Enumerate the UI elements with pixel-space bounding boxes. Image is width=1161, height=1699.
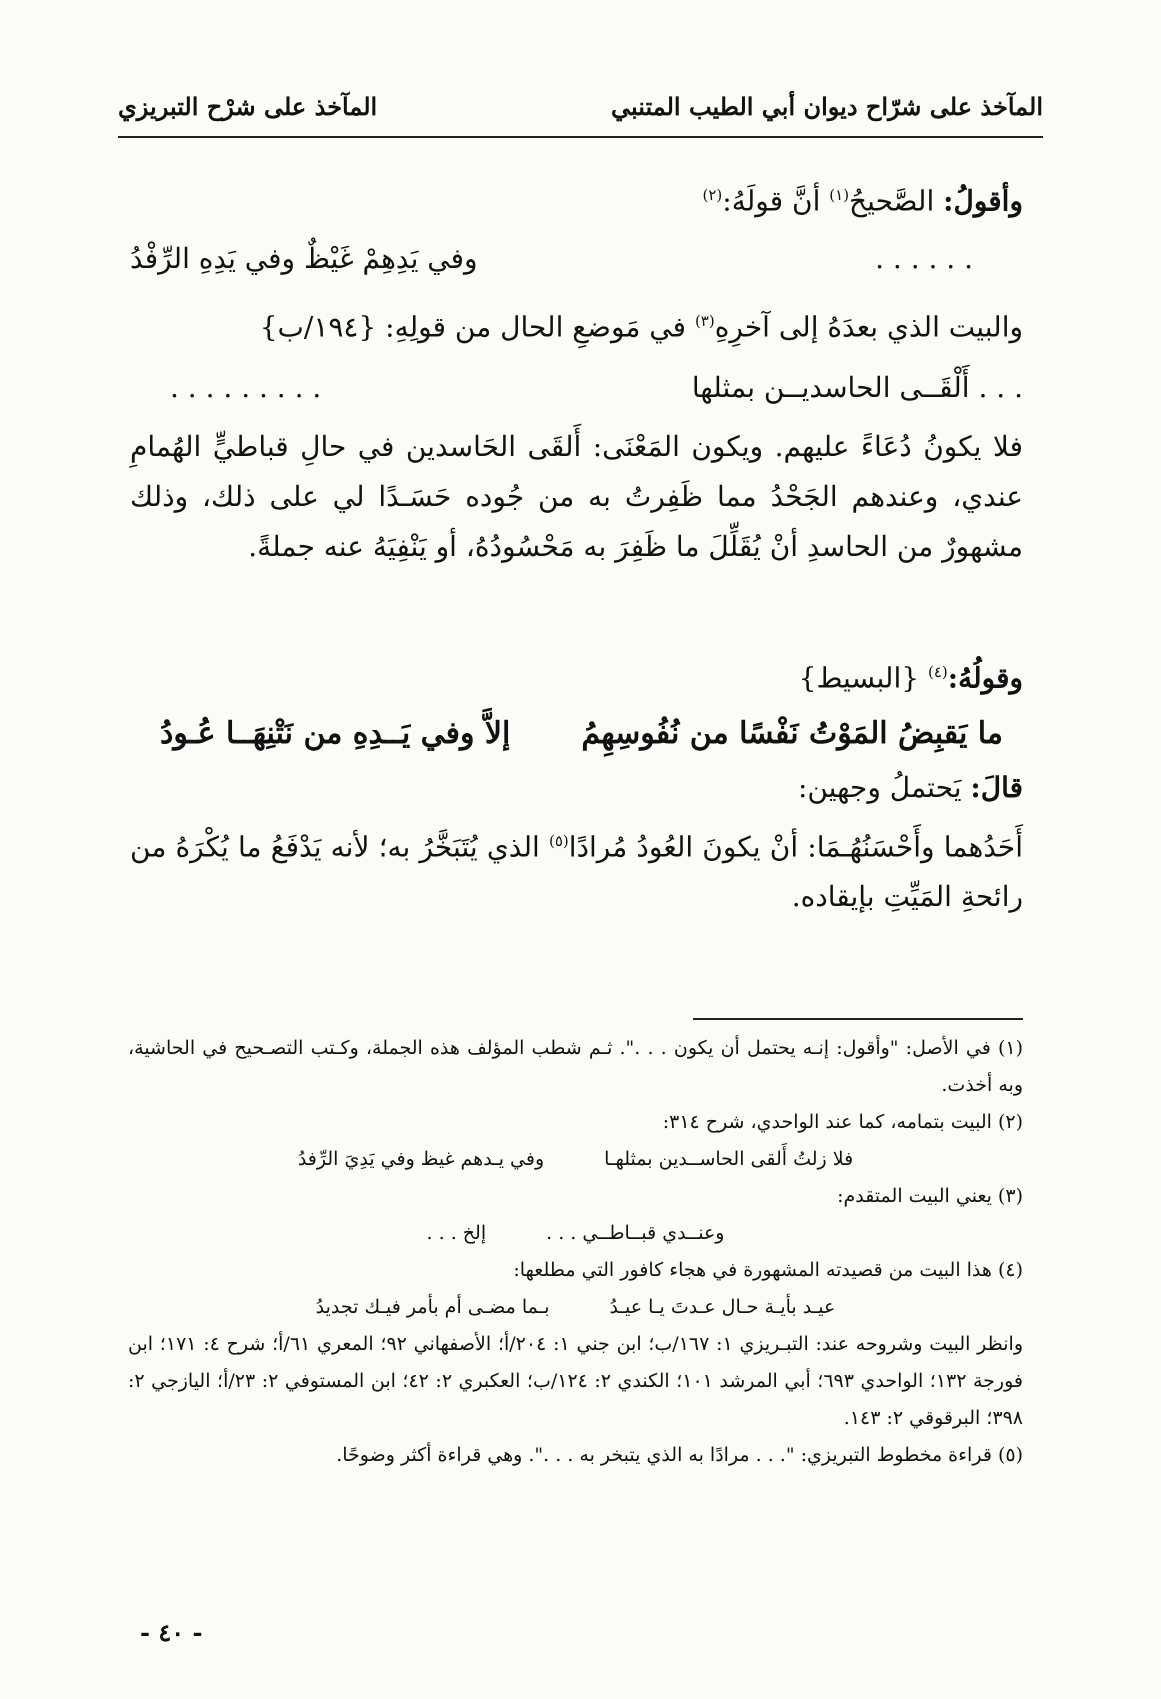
verse-right: عيـد بأيـة حـال عـدتَ يـا عيـدُ	[609, 1296, 836, 1318]
footnote-3-verse	[128, 1215, 1023, 1252]
main-text	[130, 175, 1023, 922]
running-title: المآخذ على شرّاح ديوان أبي الطيب المتنبي	[611, 92, 1043, 121]
text-run: أَحَدُهما وأَحْسَنُهُـمَا: أنْ يكونَ العُودُ مُرادًا	[568, 830, 1024, 864]
lead-word: وقولُهُ:	[947, 660, 1023, 694]
lead-word: قالَ:	[970, 770, 1023, 804]
verse-1	[130, 239, 1023, 279]
verse-2	[130, 368, 1023, 408]
lead-word: وأقولُ:	[943, 184, 1023, 218]
footnote-ref-2[interactable]: (٢)	[702, 186, 723, 204]
footnote-3: (٣) يعني البيت المتقدم:	[837, 1185, 1023, 1207]
verse-left: بـما مضـى أم بأمر فيـك تجديدُ	[315, 1296, 550, 1318]
footnote-1: (١) في الأصل: "وأقول: إنـه يحتمل أن يكون . . .". ثـم شطب المؤلف هذه الجملة، وكـتب التصـحيح في الحاشية، وبه أخذت.	[128, 1037, 1023, 1096]
paragraph-4	[130, 652, 1023, 698]
verse-3-right: ما يَقبِضُ المَوْتُ نَفْسًا من نُفُوسِهِمُ	[581, 715, 1003, 751]
text-run: في مَوضعِ الحال من قولِهِ: {١٩٤/ب}	[259, 310, 687, 344]
verse-3	[130, 714, 1023, 754]
footnote-ref-1[interactable]: (١)	[829, 186, 850, 204]
paragraph-5	[130, 768, 1023, 808]
running-header	[118, 88, 1043, 138]
verse-left: إلخ . . .	[426, 1222, 487, 1244]
footnote-2-verse	[128, 1141, 1023, 1178]
footnote-ref-3[interactable]: (٣)	[694, 312, 715, 331]
meter-label: {البسيط}	[798, 660, 920, 694]
verse-2-left: . . . . . . . . .	[170, 370, 322, 404]
footnote-ref-5[interactable]: (٥)	[548, 831, 569, 850]
paragraph-6	[130, 816, 1023, 922]
footnote-2: (٢) البيت بتمامه، كما عند الواحدي، شرح ٣١٤:	[662, 1111, 1023, 1133]
verse-left: وفي يـدهم غيظ وفي يَدِيَ الرِّفدُ	[297, 1148, 545, 1170]
header-rule	[118, 136, 1043, 138]
footnote-5: (٥) قراءة مخطوط التبريزي: ". . . مرادًا به الذي يتبخر به . . .". وهي قراءة أكثر وضوحًا.	[336, 1444, 1023, 1466]
text-run: والبيت الذي بعدَهُ إلى آخرِهِ	[714, 310, 1023, 344]
footnote-4-verse	[128, 1289, 1023, 1326]
footnote-4: (٤) هذا البيت من قصيدته المشهورة في هجاء كافور التي مطلعها:	[513, 1259, 1023, 1281]
footnote-4-references: وانظر البيت وشروحه عند: التبـريزي ١: ١٦٧/ب؛ ابن جني ١: ٢٠٤/أ؛ الأصفهاني ٩٢؛ المعري ٦١/أ؛ شرح ٤: ١٧١؛ ابن فورجة ١٣٢؛ الواحدي ٦٩٣؛ أبي المرشد ١٠١؛ الكندي ٢: ١٢٤/ب؛ العكبري ٢: ٤٢؛ ابن المستوفي ٢: ٢٣/أ؛ اليازجي ٢: ٣٩٨؛ البرقوقي ٢: ١٤٣.	[128, 1333, 1023, 1429]
paragraph-3: فلا يكونُ دُعَاءً عليهم. ويكون المَعْنَى: أَلقَى الحَاسدين في حالِ قباطيٍّ الهُمامِ عندي، وعندهم الجَحْدُ مما ظَفِرتُ به من جُوده حَسَـدًا لي على ذلك، وذلك مشهورٌ من الحاسدِ أنْ يُقَلِّلَ ما ظَفِرَ به مَحْسُودُهُ، أو يَنْفِيَهُ عنه جملةً.	[130, 429, 1023, 563]
paragraph-1	[130, 175, 1023, 221]
text-run: الذي يُتَبَخَّرُ به؛ لأنه يَدْفَعُ ما يُكْرَهُ من رائحةِ المَيِّتِ بإيقاده.	[130, 830, 1023, 914]
text-run: يَحتملُ وجهين:	[797, 770, 962, 804]
footnotes	[128, 1030, 1023, 1474]
running-section-title: المآخذ على شرْح التبريزي	[118, 92, 378, 121]
verse-1-left: وفي يَدِهِمْ غَيْظٌ وفي يَدِهِ الرِّفْدُ	[130, 242, 478, 276]
footnote-rule	[693, 1018, 1023, 1020]
verse-right: وعنــدي قبــاطــي . . .	[546, 1222, 725, 1244]
text-run: أنَّ قولَهُ:	[722, 184, 821, 218]
page-number: - ٤٠ -	[140, 1618, 203, 1647]
verse-1-right: . . . . . .	[875, 242, 973, 276]
verse-3-left: إلاَّ وفي يَــدِهِ من نَتْنِهَــا عُـودُ	[160, 715, 511, 751]
verse-2-right: . . . أَلْقَــى الحاسديــن بمثلها	[691, 370, 1023, 404]
footnote-ref-4[interactable]: (٤)	[927, 662, 948, 681]
verse-right: فلا زلتُ أَلقى الحاســدين بمثلهـا	[604, 1148, 854, 1170]
paragraph-2	[130, 301, 1023, 347]
text-run: الصَّحيحُ	[849, 184, 935, 218]
